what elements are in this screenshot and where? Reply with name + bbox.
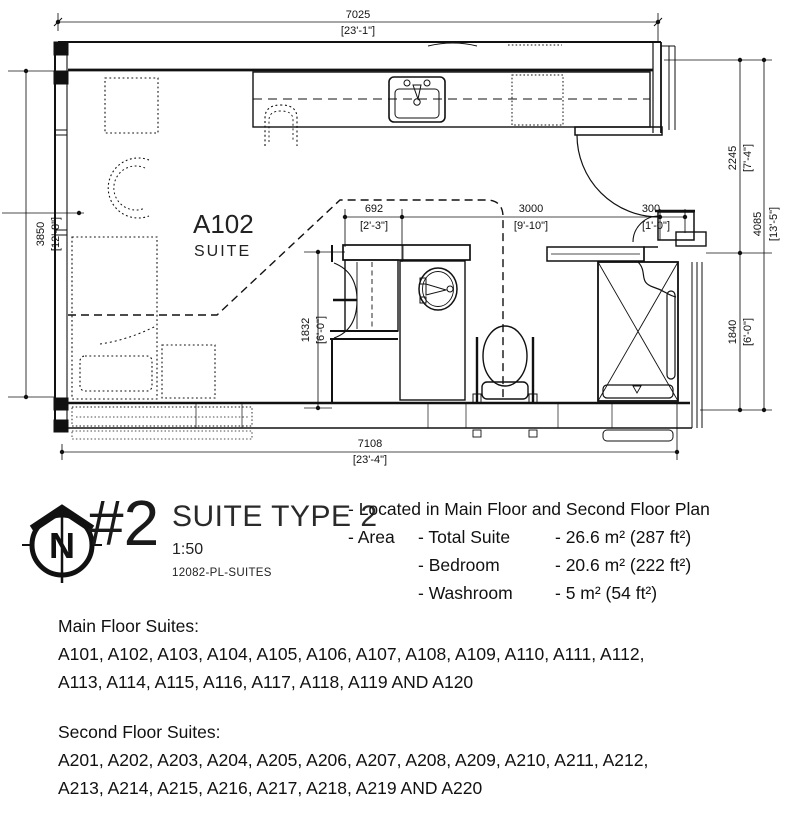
- bed: [72, 237, 157, 399]
- kitchen-counter: [253, 43, 650, 127]
- main-floor-suites: [58, 612, 648, 696]
- dim-washroom-depth-mm: 1832: [300, 317, 312, 343]
- dim-bottom-ft: [23'-4"]: [352, 454, 388, 466]
- dim-left-ft: [12'-8"]: [50, 216, 62, 252]
- dim-closet-ft: [2'-3"]: [359, 220, 389, 232]
- notes-block: [348, 499, 710, 604]
- second-floor-suites: [58, 718, 648, 802]
- sheet-title: SUITE TYPE 2: [172, 500, 378, 533]
- list-heading: Main Floor Suites:: [58, 616, 200, 636]
- list-line: A101, A102, A103, A104, A105, A106, A107, A108, A109, A110, A111, A112,: [58, 644, 645, 664]
- sheet-number: #2: [88, 487, 160, 559]
- nightstand: [162, 345, 215, 398]
- dim-entry-mm: 300: [641, 203, 661, 215]
- bedroom-boundary-line: [68, 200, 503, 400]
- area-row-value: - 20.6 m² (222 ft²): [555, 555, 692, 575]
- dim-washroom-mm: 3000: [518, 203, 544, 215]
- dim-top-ft: [23'-1"]: [340, 25, 376, 37]
- counter-stool: [265, 105, 297, 146]
- list-heading: Second Floor Suites:: [58, 722, 221, 742]
- title-group: [172, 500, 378, 579]
- area-table: [348, 527, 710, 604]
- washroom-counter: [343, 245, 470, 260]
- dim-closet-mm: 692: [364, 203, 384, 215]
- baseboard-heater: [72, 407, 252, 426]
- note-location: - Located in Main Floor and Second Floor Plan: [348, 499, 710, 519]
- dim-right-lower-ft: [6'-0"]: [742, 317, 754, 347]
- vanity-sink: [419, 268, 457, 310]
- dim-right-overall-ft: [13'-5"]: [768, 206, 780, 242]
- dim-washroom-ft: [9'-10"]: [513, 220, 549, 232]
- area-row-label: - Total Suite: [418, 527, 511, 547]
- list-line: A201, A202, A203, A204, A205, A206, A207, A208, A209, A210, A211, A212,: [58, 750, 649, 770]
- dishwasher: [512, 75, 563, 125]
- dim-washroom-depth-ft: [6'-0"]: [315, 315, 327, 345]
- shower: [598, 262, 678, 401]
- sheet-scale: 1:50: [172, 541, 204, 558]
- area-spacer: [348, 583, 418, 604]
- suite-word-label: SUITE: [194, 243, 252, 260]
- suite-lists: [58, 612, 648, 824]
- dim-bottom-mm: 7108: [357, 438, 383, 450]
- north-letter: N: [49, 525, 75, 566]
- dim-right-upper-ft: [7'-4"]: [742, 143, 754, 173]
- desk: [105, 78, 158, 133]
- dim-right-upper-mm: 2245: [727, 145, 739, 171]
- area-row-value: - 26.6 m² (287 ft²): [555, 527, 692, 547]
- area-row-label: - Washroom: [418, 583, 513, 603]
- drawing-code: 12082-PL-SUITES: [172, 567, 272, 579]
- dim-right-overall-mm: 4085: [752, 211, 764, 237]
- entry-shelf: [547, 247, 658, 262]
- suite-number-label: A102: [193, 209, 254, 239]
- toilet: [482, 326, 528, 399]
- area-row-value: - 5 m² (54 ft²): [555, 583, 658, 603]
- dim-entry-ft: [1'-0"]: [641, 220, 671, 232]
- dim-left-mm: 3850: [35, 221, 47, 247]
- desk-chair: [108, 158, 149, 218]
- list-line: A113, A114, A115, A116, A117, A118, A119 AND A120: [58, 672, 474, 692]
- area-row-label: - Bedroom: [418, 555, 500, 575]
- dim-right-lower-mm: 1840: [727, 319, 739, 345]
- list-line: A213, A214, A215, A216, A217, A218, A219 AND A220: [58, 778, 483, 798]
- area-spacer: [348, 555, 418, 576]
- dim-top-mm: 7025: [345, 9, 371, 21]
- area-label: - Area: [348, 527, 395, 547]
